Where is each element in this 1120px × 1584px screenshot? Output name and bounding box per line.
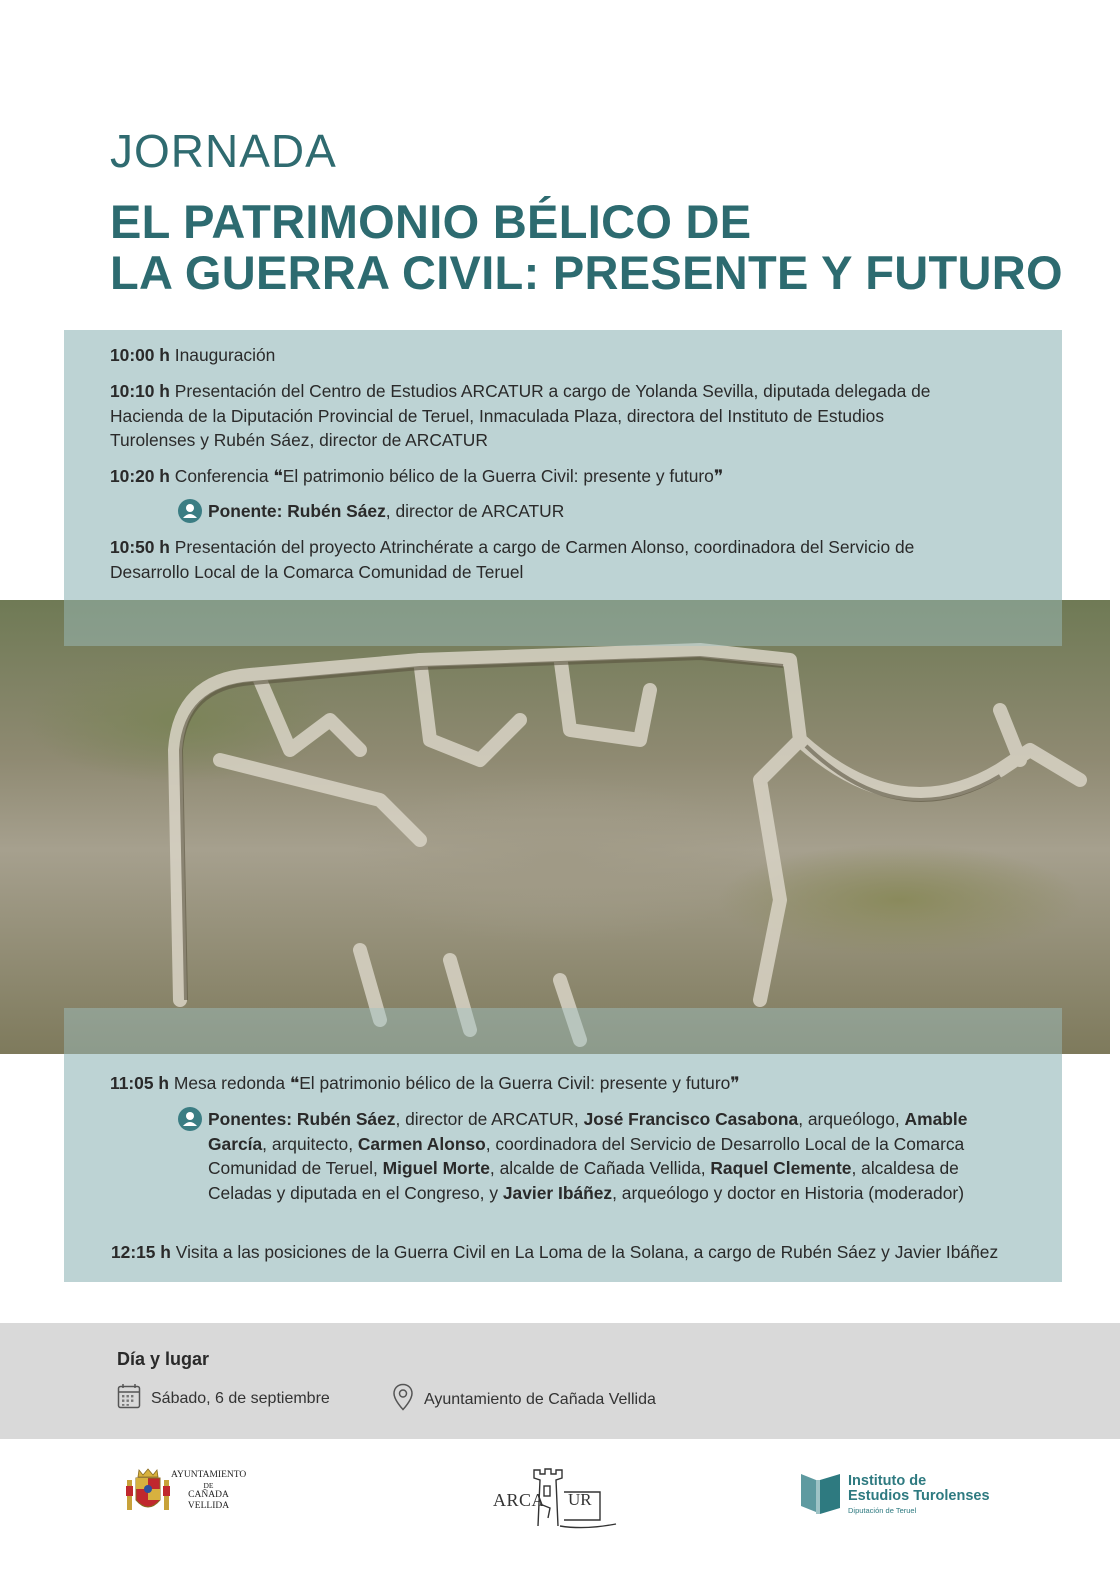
item-text-line-3: Turolenses y Rubén Sáez, director de ARCATUR xyxy=(110,430,488,450)
speakers-label: Ponentes: Rubén Sáez xyxy=(208,1109,396,1129)
ayto-line-1: AYUNTAMIENTO xyxy=(171,1470,247,1480)
program-item-1 xyxy=(110,343,1010,368)
item-time: 10:00 h xyxy=(110,345,170,365)
person-icon xyxy=(178,1107,202,1131)
coat-of-arms-icon xyxy=(124,1466,172,1518)
speaker-name: Amable García xyxy=(208,1109,968,1154)
arca-text: ARCA xyxy=(493,1490,546,1510)
speaker-role: , arqueólogo, xyxy=(798,1109,905,1129)
speaker-line-1 xyxy=(180,499,1000,524)
title-line-1: EL PATRIMONIO BÉLICO DE xyxy=(110,195,752,248)
photo-top-tint xyxy=(64,600,1062,646)
ies-line-2: Estudios Turolenses xyxy=(848,1488,990,1504)
ayto-line-2: DE xyxy=(203,1481,214,1490)
program-item-5 xyxy=(110,1071,1010,1096)
speaker-name: Raquel Clemente xyxy=(710,1158,852,1178)
item-time: 11:05 h xyxy=(110,1073,169,1093)
place-text: Ayuntamiento de Cañada Vellida xyxy=(424,1390,656,1408)
instituto-estudios-turolenses-logo xyxy=(798,1468,1018,1518)
calendar-icon xyxy=(117,1383,141,1414)
event-place xyxy=(392,1383,656,1416)
ayto-line-3: CAÑADA xyxy=(188,1490,229,1500)
location-pin-icon xyxy=(392,1383,414,1416)
ies-line-1: Instituto de xyxy=(848,1473,927,1489)
info-heading: Día y lugar xyxy=(117,1349,210,1369)
speaker-label: Ponente: Rubén Sáez xyxy=(208,501,386,521)
trench-outline-graphic xyxy=(0,600,1110,1054)
item-text: Inauguración xyxy=(174,345,276,365)
speaker-line-2 xyxy=(180,1107,1000,1205)
arcatur-logo xyxy=(490,1464,630,1532)
date-place-band xyxy=(0,1323,1120,1439)
ur-text: UR xyxy=(568,1490,592,1509)
trench-aerial-photo xyxy=(0,600,1110,1054)
person-icon xyxy=(178,499,202,523)
item-text-line-1: Presentación del proyecto Atrinchérate a cargo de Carmen Alonso, coordinadora del Servicio de xyxy=(174,537,915,557)
speaker-role: , arqueólogo y doctor en Historia (moderador) xyxy=(612,1182,964,1203)
speaker-role: , alcalde de Cañada Vellida, xyxy=(489,1158,711,1178)
speaker-name: José Francisco Casabona xyxy=(583,1109,799,1129)
speaker-role: , arquitecto, xyxy=(262,1133,358,1154)
item-time: 10:50 h xyxy=(110,537,170,557)
item-text-line-2: Desarrollo Local de la Comarca Comunidad de Teruel xyxy=(110,561,524,582)
program-item-2 xyxy=(110,379,1010,453)
item-text: Visita a las posiciones de la Guerra Civil en La Loma de la Solana, a cargo de Rubén Sáez y Javier Ibáñez xyxy=(175,1242,999,1262)
item-text: Mesa redonda ❝El patrimonio bélico de la Guerra Civil: presente y futuro❞ xyxy=(173,1073,740,1093)
speaker-name: Carmen Alonso xyxy=(357,1133,486,1154)
speaker-role: , director de ARCATUR, xyxy=(395,1109,584,1129)
item-text: Conferencia ❝El patrimonio bélico de la Guerra Civil: presente y futuro❞ xyxy=(174,466,724,486)
event-kicker: JORNADA xyxy=(110,125,337,177)
item-time: 10:10 h xyxy=(110,381,170,401)
item-time: 12:15 h xyxy=(111,1242,171,1262)
program-item-6 xyxy=(111,1240,1051,1265)
speaker-role: , director de ARCATUR xyxy=(385,501,565,521)
program-item-4 xyxy=(110,535,1010,584)
ayuntamiento-text xyxy=(171,1470,246,1512)
program-item-3 xyxy=(110,464,1010,489)
event-date xyxy=(117,1383,330,1414)
ayuntamiento-logo xyxy=(124,1466,254,1524)
speaker-name: Miguel Morte xyxy=(382,1158,490,1178)
speaker-role: , alcaldesa de Celadas y diputada en el Congreso, y xyxy=(208,1158,959,1203)
ies-line-3: Diputación de Teruel xyxy=(848,1506,917,1515)
speaker-role: , coordinadora del Servicio de Desarrollo Local de la Comarca Comunidad de Teruel, xyxy=(208,1133,965,1178)
ayto-line-4: VELLIDA xyxy=(187,1501,230,1511)
item-text-line-2: Hacienda de la Diputación Provincial de Teruel, Inmaculada Plaza, directora del Instituto de Estudios xyxy=(110,405,885,426)
title-line-2: LA GUERRA CIVIL: PRESENTE Y FUTURO xyxy=(110,246,1063,299)
speaker-name: Javier Ibáñez xyxy=(502,1182,613,1203)
date-text: Sábado, 6 de septiembre xyxy=(151,1389,330,1407)
item-text-line-1: Presentación del Centro de Estudios ARCATUR a cargo de Yolanda Sevilla, diputada delegada de xyxy=(174,381,931,401)
event-title xyxy=(110,196,1063,298)
item-time: 10:20 h xyxy=(110,466,170,486)
book-icon xyxy=(798,1470,844,1516)
photo-bottom-tint xyxy=(64,1008,1062,1054)
